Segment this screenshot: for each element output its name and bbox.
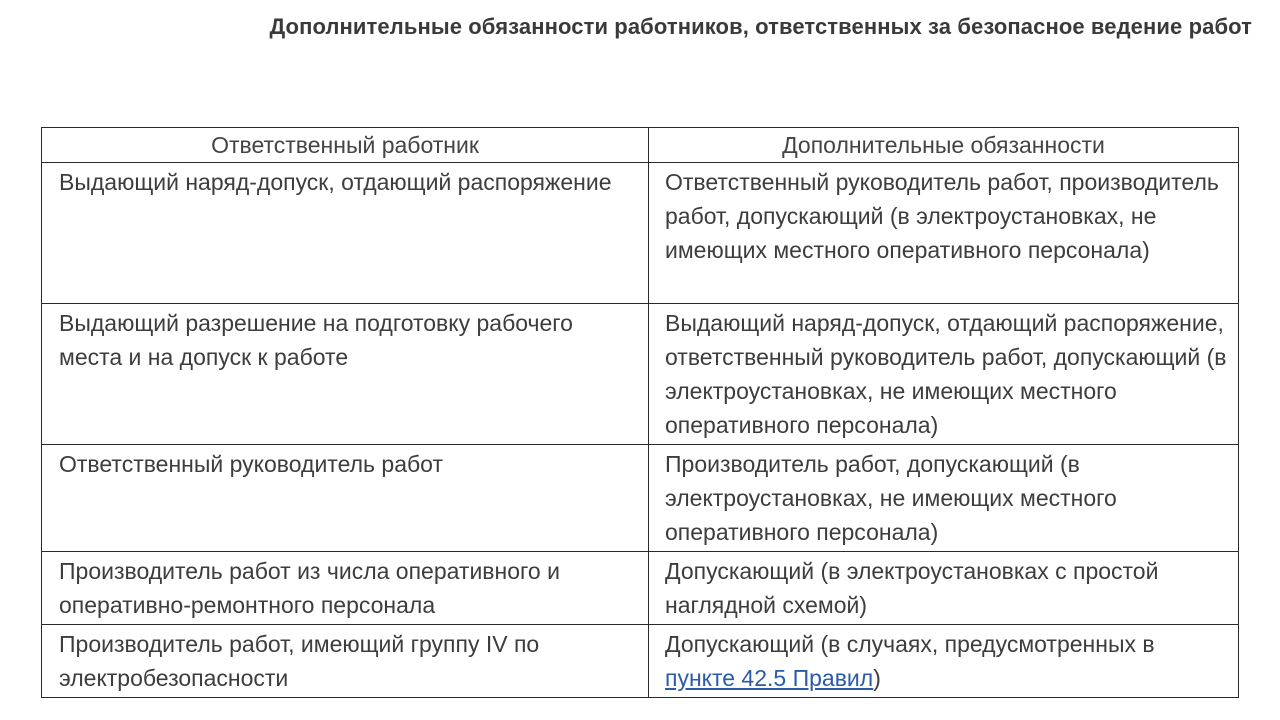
duties-table	[41, 127, 1239, 698]
duties-cell: Производитель работ, допускающий (в электроустановках, не имеющих местного оперативного персонала)	[649, 445, 1239, 552]
worker-cell: Производитель работ из числа оперативного и оперативно-ремонтного персонала	[42, 552, 649, 625]
column-header-worker: Ответственный работник	[42, 128, 649, 163]
table-row	[42, 625, 1239, 698]
duties-cell: Выдающий наряд-допуск, отдающий распоряжение, ответственный руководитель работ, допускающий (в электроустановках, не имеющих местного оперативного персонала)	[649, 304, 1239, 445]
table-row	[42, 552, 1239, 625]
worker-cell: Производитель работ, имеющий группу IV по электробезопасности	[42, 625, 649, 698]
page-title: Дополнительные обязанности работников, ответственных за безопасное ведение работ	[269, 14, 1252, 39]
rules-paragraph-link[interactable]: пункте 42.5 Правил	[665, 665, 874, 691]
table-header-row	[42, 128, 1239, 163]
worker-cell: Ответственный руководитель работ	[42, 445, 649, 552]
duties-cell: Допускающий (в электроустановках с простой наглядной схемой)	[649, 552, 1239, 625]
table-row	[42, 304, 1239, 445]
worker-cell: Выдающий наряд-допуск, отдающий распоряжение	[42, 163, 649, 304]
duties-cell: Ответственный руководитель работ, производитель работ, допускающий (в электроустановках, не имеющих местного оперативного персонала)	[649, 163, 1239, 304]
worker-cell: Выдающий разрешение на подготовку рабочего места и на допуск к работе	[42, 304, 649, 445]
duties-cell	[649, 625, 1239, 698]
duties-text-suffix: )	[873, 665, 881, 691]
duties-text-prefix: Допускающий (в случаях, предусмотренных в	[665, 631, 1155, 657]
column-header-duties: Дополнительные обязанности	[649, 128, 1239, 163]
table-row	[42, 445, 1239, 552]
table-row	[42, 163, 1239, 304]
